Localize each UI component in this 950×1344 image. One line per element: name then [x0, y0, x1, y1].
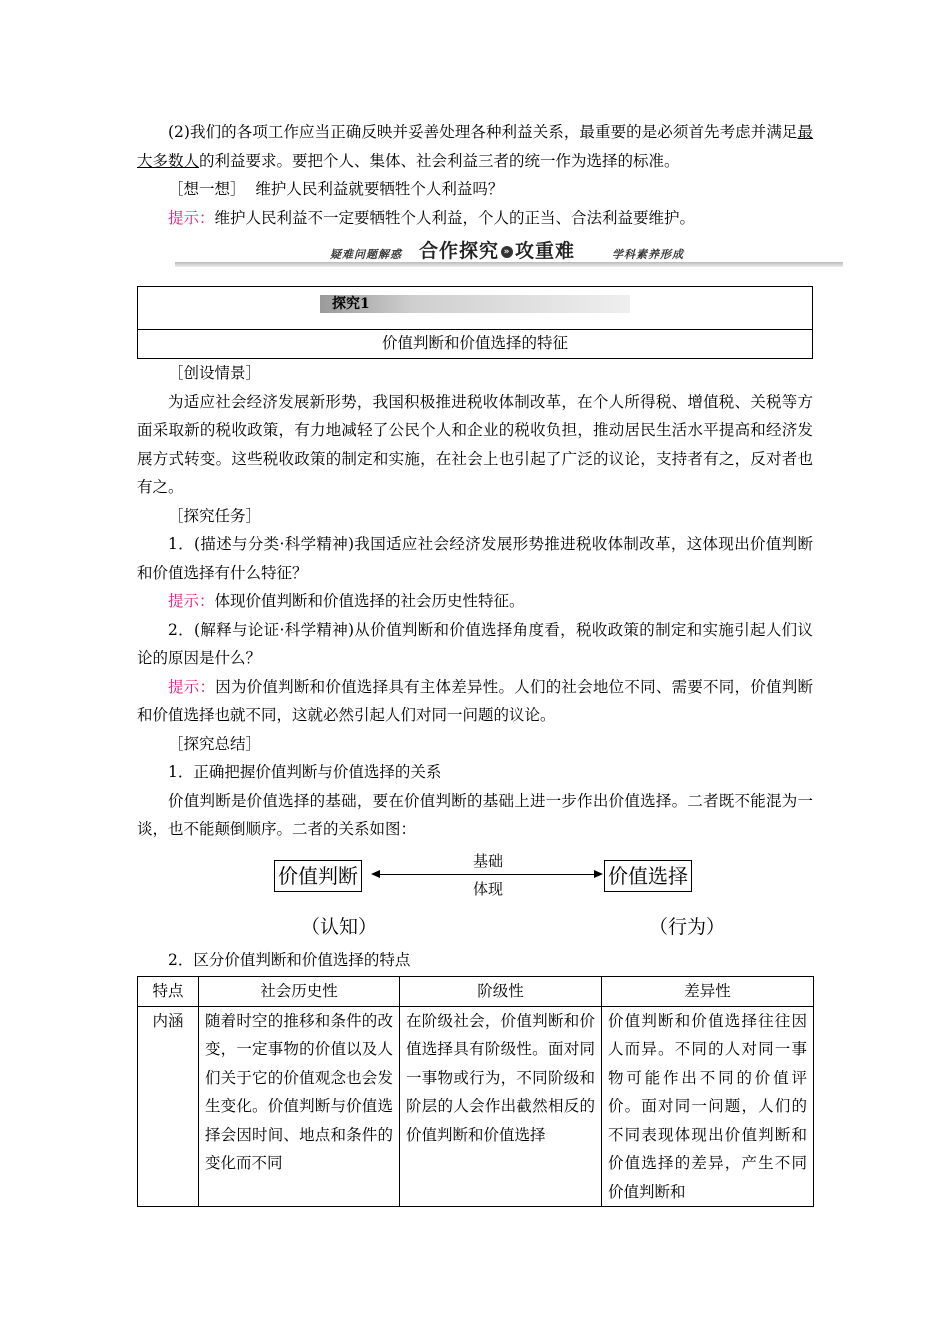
table-row	[138, 1006, 814, 1207]
task-question-1: 1．(描述与分类·科学精神)我国适应社会经济发展形势推进税收体制改革，这体现出价值判断和价值选择有什么特征？	[137, 535, 813, 582]
arrow-label-bottom: 体现	[472, 879, 503, 898]
underlined-term: 最大多数人	[137, 123, 813, 170]
hint-label: 提示：	[168, 208, 215, 227]
diagram-box-choice: 价值选择	[604, 860, 692, 892]
banner-dot-icon: »	[501, 246, 513, 258]
intro-paragraph-2: (2)我们的各项工作应当正确反映并妥善处理各种利益关系，最重要的是必须首先考虑并满足最大多数人的利益要求。要把个人、集体、社会利益三者的统一作为选择的标准。	[137, 123, 813, 170]
diagram-box-judgment: 价值判断	[274, 860, 362, 892]
diagram-caption-left: （认知）	[301, 915, 378, 938]
table-cell: 在阶级社会，价值判断和价值选择具有阶级性。面对同一事物或行为，不同阶级和阶层的人会作出截然相反的价值判断和价值选择	[400, 1006, 602, 1207]
task-answer-2: 提示：因为价值判断和价值选择具有主体差异性。人们的社会地位不同、需要不同，价值判断和价值选择也就不同，这就必然引起人们对同一问题的议论。	[137, 677, 813, 724]
inquiry-box	[137, 286, 813, 359]
table-header-cell: 阶级性	[400, 977, 602, 1007]
table-header-cell: 社会历史性	[199, 977, 400, 1007]
task-question-2: 2．(解释与论证·科学精神)从价值判断和价值选择角度看，税收政策的制定和实施引起人们议论的原因是什么？	[137, 620, 813, 667]
table-header-cell: 特点	[138, 977, 199, 1007]
inquiry-title: 价值判断和价值选择的特征	[381, 334, 568, 352]
table-cell: 价值判断和价值选择往往因人而异。不同的人对同一事物可能作出不同的价值评价。面对同一问题，人们的不同表现体现出价值判断和价值选择的差异，产生不同价值判断和	[602, 1006, 814, 1207]
section-banner	[137, 234, 813, 270]
relation-diagram	[137, 848, 813, 946]
hint-label: 提示：	[168, 592, 215, 610]
features-table	[137, 976, 814, 1207]
table-header-cell: 差异性	[602, 977, 814, 1007]
hint-label: 提示：	[168, 677, 216, 696]
document-page	[137, 118, 813, 1207]
inquiry-tag: 探究1	[320, 295, 630, 313]
think-hint: 提示：维护人民利益不一定要牺牲个人利益，个人的正当、合法利益要维护。	[168, 208, 696, 227]
banner-left-caption: 疑难问题解惑	[330, 248, 402, 261]
scenario-text: 为适应社会经济发展新形势，我国积极推进税收体制改革，在个人所得税、增值税、关税等方面采取新的税收政策，有力地减轻了公民个人和企业的税收负担，推动居民生活水平提高和经济发展方式转变。这些税收政策的制定和实施，在社会上也引起了广泛的议论，支持者有之，反对者也有之。	[137, 392, 813, 496]
summary-label: ［探究总结］	[168, 734, 262, 753]
task-answer-1: 提示：体现价值判断和价值选择的社会历史性特征。	[168, 592, 525, 610]
banner-title: 合作探究 » 攻重难	[419, 240, 576, 262]
summary-point-2: 2．区分价值判断和价值选择的特点	[168, 950, 411, 969]
think-question: ［想一想］ 维护人民利益就要牺牲个人利益吗？	[168, 180, 504, 198]
table-cell: 随着时空的推移和条件的改变，一定事物的价值以及人们关于它的价值观念也会发生变化。价值判断与价值选择会因时间、地点和条件的变化而不同	[199, 1006, 400, 1207]
banner-right-caption: 学科素养形成	[612, 248, 684, 261]
arrow-label-top: 基础	[472, 851, 503, 870]
double-arrow-icon	[373, 874, 601, 875]
summary-point-1: 1．正确把握价值判断与价值选择的关系	[168, 763, 442, 781]
table-header-row	[138, 977, 814, 1007]
table-row-label: 内涵	[138, 1006, 199, 1207]
summary-point-1-text: 价值判断是价值选择的基础，要在价值判断的基础上进一步作出价值选择。二者既不能混为一谈，也不能颠倒顺序。二者的关系如图：	[137, 791, 813, 838]
diagram-caption-right: （行为）	[649, 915, 726, 938]
scenario-label: ［创设情景］	[168, 364, 262, 382]
banner-rule	[175, 262, 843, 267]
tasks-label: ［探究任务］	[168, 506, 262, 525]
